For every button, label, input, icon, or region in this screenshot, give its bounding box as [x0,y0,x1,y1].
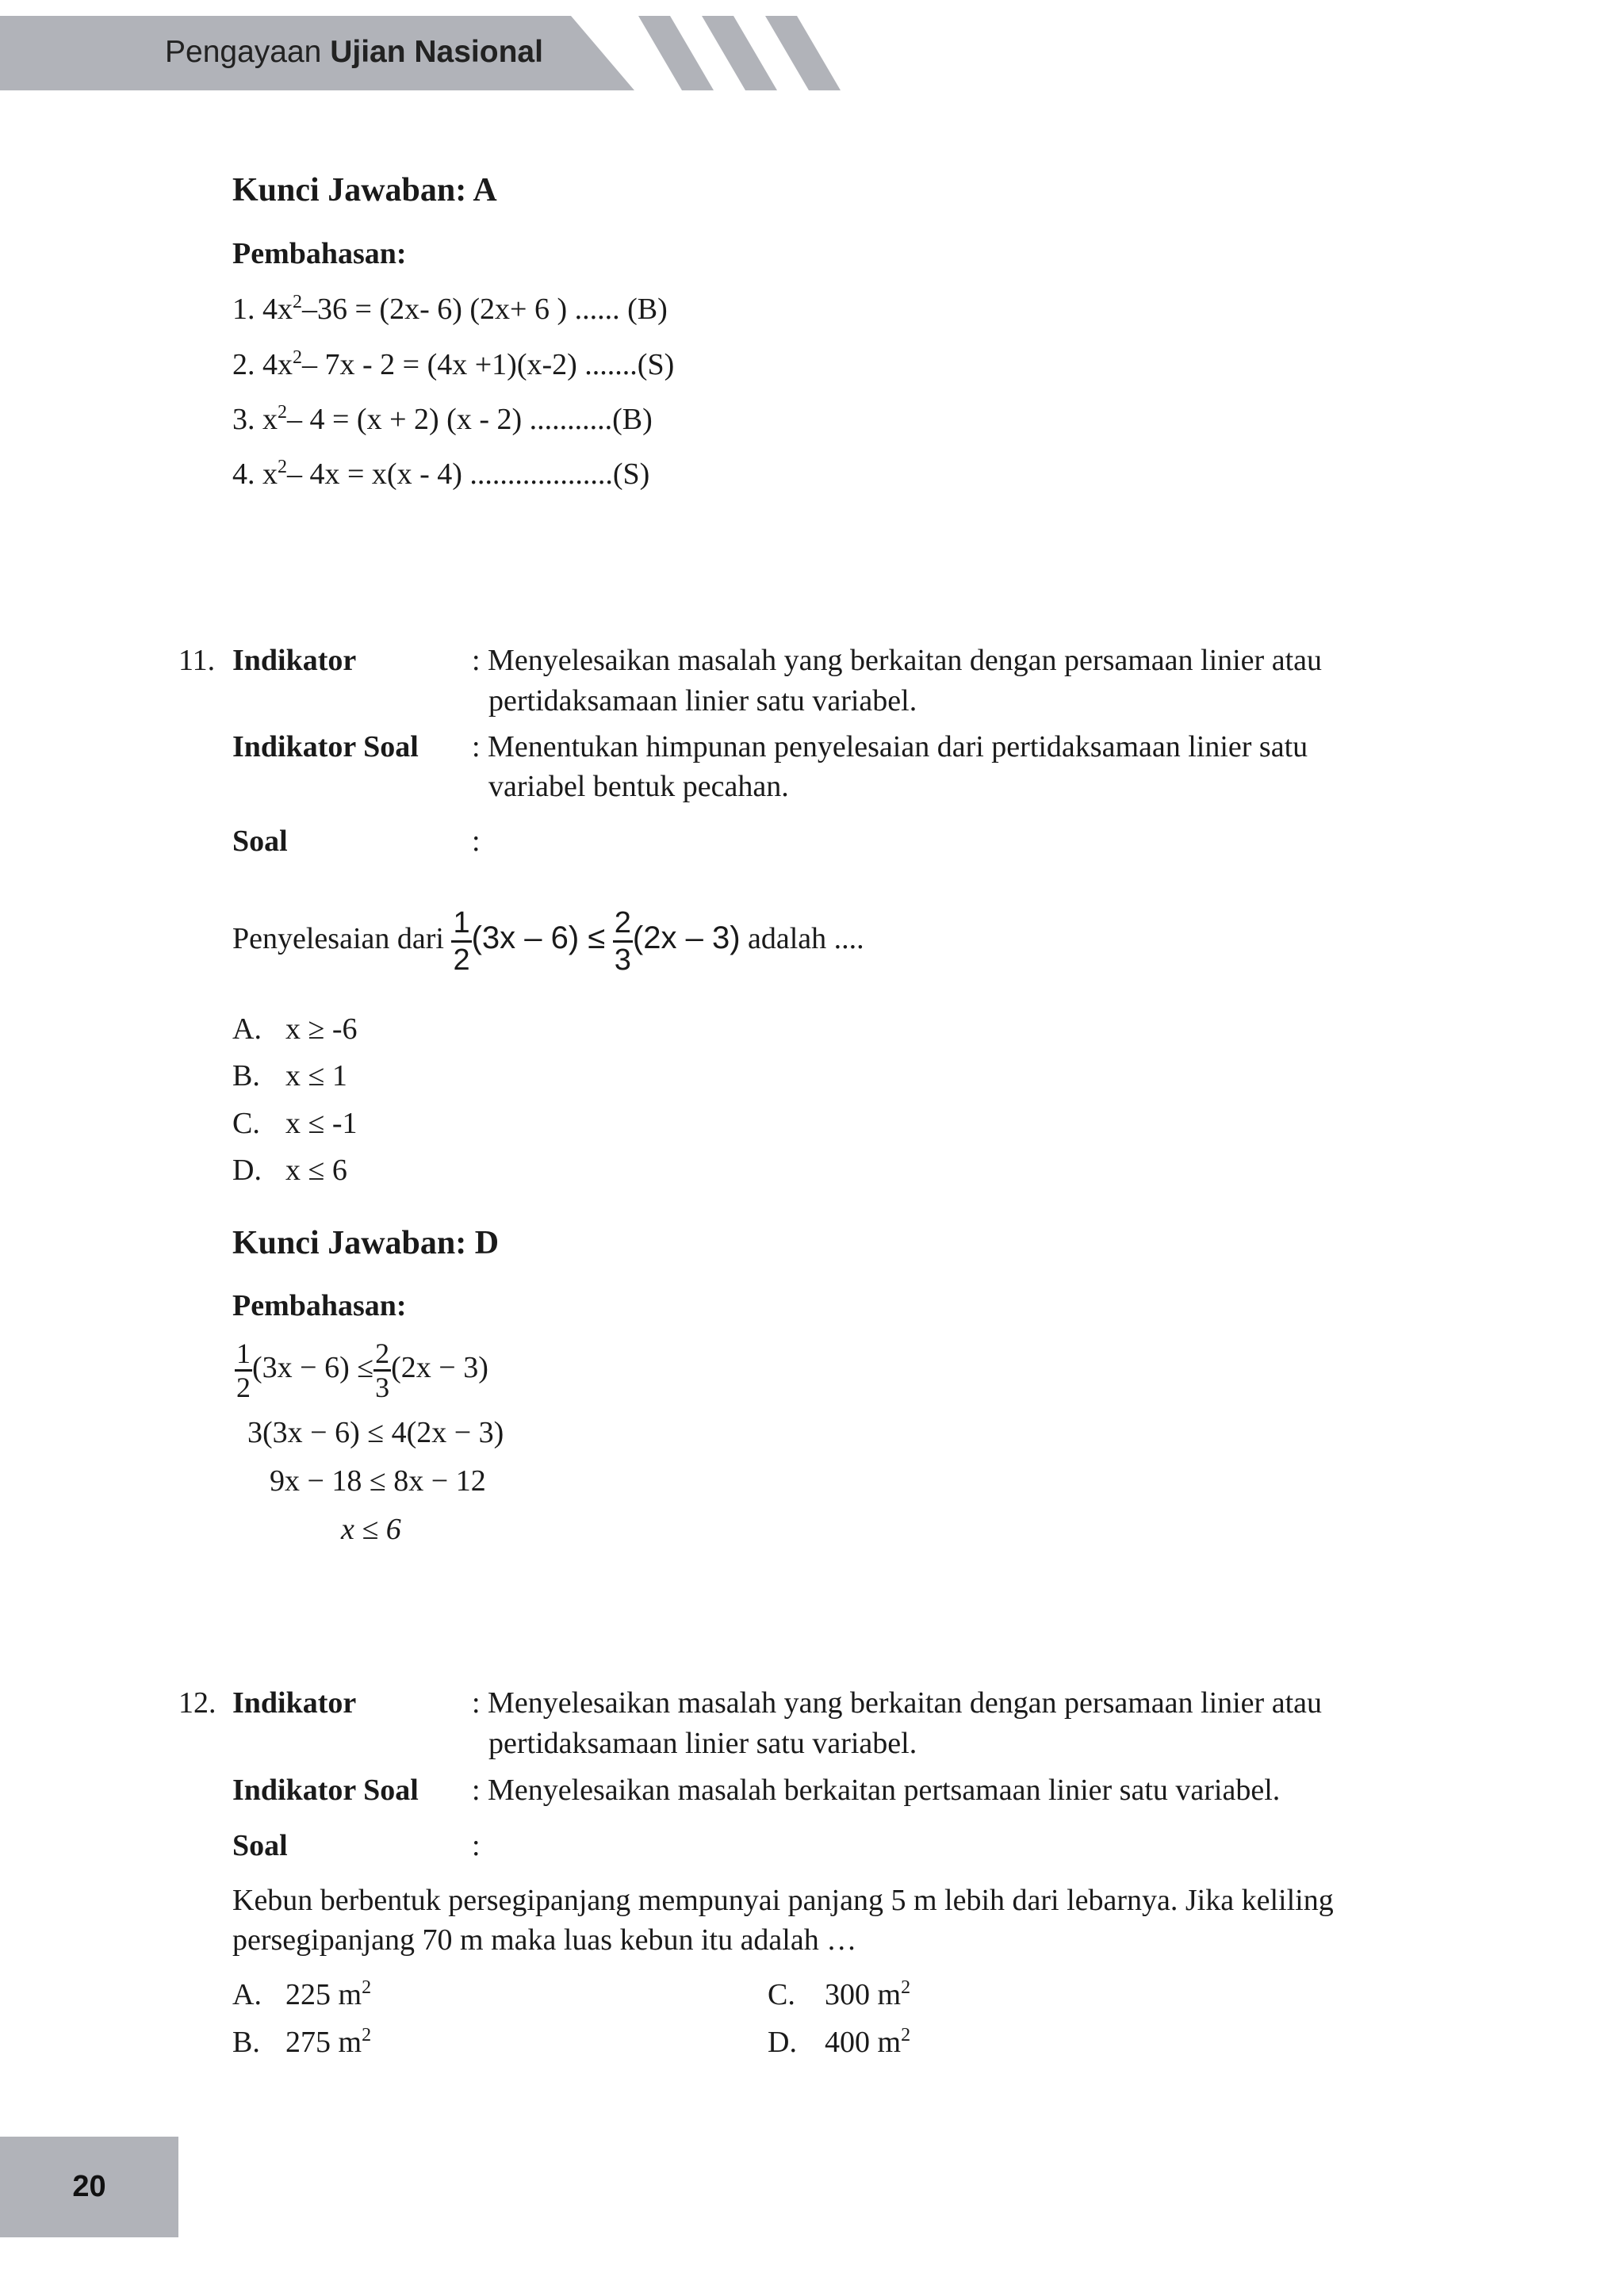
indikator-text-12: : Menyelesaikan masalah yang berkaitan dengan persamaan linier atau [472,1686,1322,1720]
pembahasan-line-3: 3. $x^2-$ 4 = (x + 2) (x - 2) ...........(B) [232,402,653,436]
indikator-text-12-cont: pertidaksamaan linier satu variabel. [488,1727,917,1760]
indikator-label-11: Indikator [232,644,357,677]
pembahasan-label-10: Pembahasan: [232,237,407,270]
option-12-d: D. 400 $m^2$ [768,2025,911,2059]
option-11-a: A. x ≥ -6 [232,1012,358,1046]
header-stripe [765,16,852,90]
indikator-label-12: Indikator [232,1686,357,1720]
header-stripe [702,16,777,90]
pembahasan-line-1: 1. $4x^2-36 = (2x-$ 6) (2x+ 6 ) ...... (B) [232,292,668,326]
soal-colon-12: : [472,1829,481,1862]
option-12-c: C. 300 $m^2$ [768,1977,911,2011]
indikator-soal-label-12: Indikator Soal [232,1774,419,1807]
indikator-soal-label-11: Indikator Soal [232,730,419,763]
option-11-b: B. x ≤ 1 [232,1059,347,1093]
question-text-11: Penyelesaian dari $\frac{1}{2}$ (3x – 6) ≤ $\frac{2}{3}$ (2x – 3) adalah .... [232,905,864,977]
soal-label-12: Soal [232,1829,288,1862]
header-stripe [638,16,714,90]
solution-step-1: $\frac{1}{2}$ (3x − 6) ≤ $\frac{2}{3}$ (2x − 3) [236,1337,488,1403]
indikator-text-11-cont: pertidaksamaan linier satu variabel. [488,684,917,718]
indikator-soal-text-11: : Menentukan himpunan penyelesaian dari pertidaksamaan linier satu [472,730,1308,763]
kunci-jawaban-11: Kunci Jawaban: D [232,1225,500,1261]
solution-step-4: x ≤ 6 [341,1513,401,1546]
header-title-bold: Ujian Nasional [330,35,543,69]
option-11-d: D. x ≤ 6 [232,1154,347,1187]
fraction-two-thirds: $\frac{2}{3}$ [614,905,631,977]
question-number-11: 11. [178,644,216,677]
soal-colon-11: : [472,825,481,858]
question-number-12: 12. [178,1686,216,1720]
fraction-half: $\frac{1}{2}$ [453,905,470,977]
page-number: 20 [72,2170,106,2203]
header-prefix: Pengayaan [165,35,322,69]
pembahasan-label-11: Pembahasan: [232,1289,407,1322]
solution-step-2: 3(3x − 6) ≤ 4(2x − 3) [247,1416,504,1449]
solution-step-3: 9x − 18 ≤ 8x − 12 [270,1464,486,1498]
indikator-text-11: : Menyelesaikan masalah yang berkaitan dengan persamaan linier atau [472,644,1322,677]
question-text-12-line1: Kebun berbentuk persegipanjang mempunyai panjang 5 m lebih dari lebarnya. Jika keliling [232,1884,1334,1917]
indikator-soal-text-11-cont: variabel bentuk pecahan. [488,770,789,803]
soal-label-11: Soal [232,825,288,858]
kunci-jawaban-10: Kunci Jawaban: A [232,172,497,209]
pembahasan-line-4: 4. $x^2-$ 4x = x(x - 4) ...................(S) [232,457,650,491]
indikator-soal-text-12: : Menyelesaikan masalah berkaitan pertsamaan linier satu variabel. [472,1774,1281,1807]
option-12-a: A. 225 $m^2$ [232,1977,372,2011]
option-12-b: B. 275 $m^2$ [232,2025,372,2059]
header-title [165,35,543,70]
pembahasan-line-2: 2. $4x^2-$ 7x - 2 = (4x +1)(x-2) .......(S) [232,347,675,381]
option-11-c: C. x ≤ -1 [232,1107,358,1140]
question-text-12-line2: persegipanjang 70 m maka luas kebun itu adalah … [232,1923,857,1957]
